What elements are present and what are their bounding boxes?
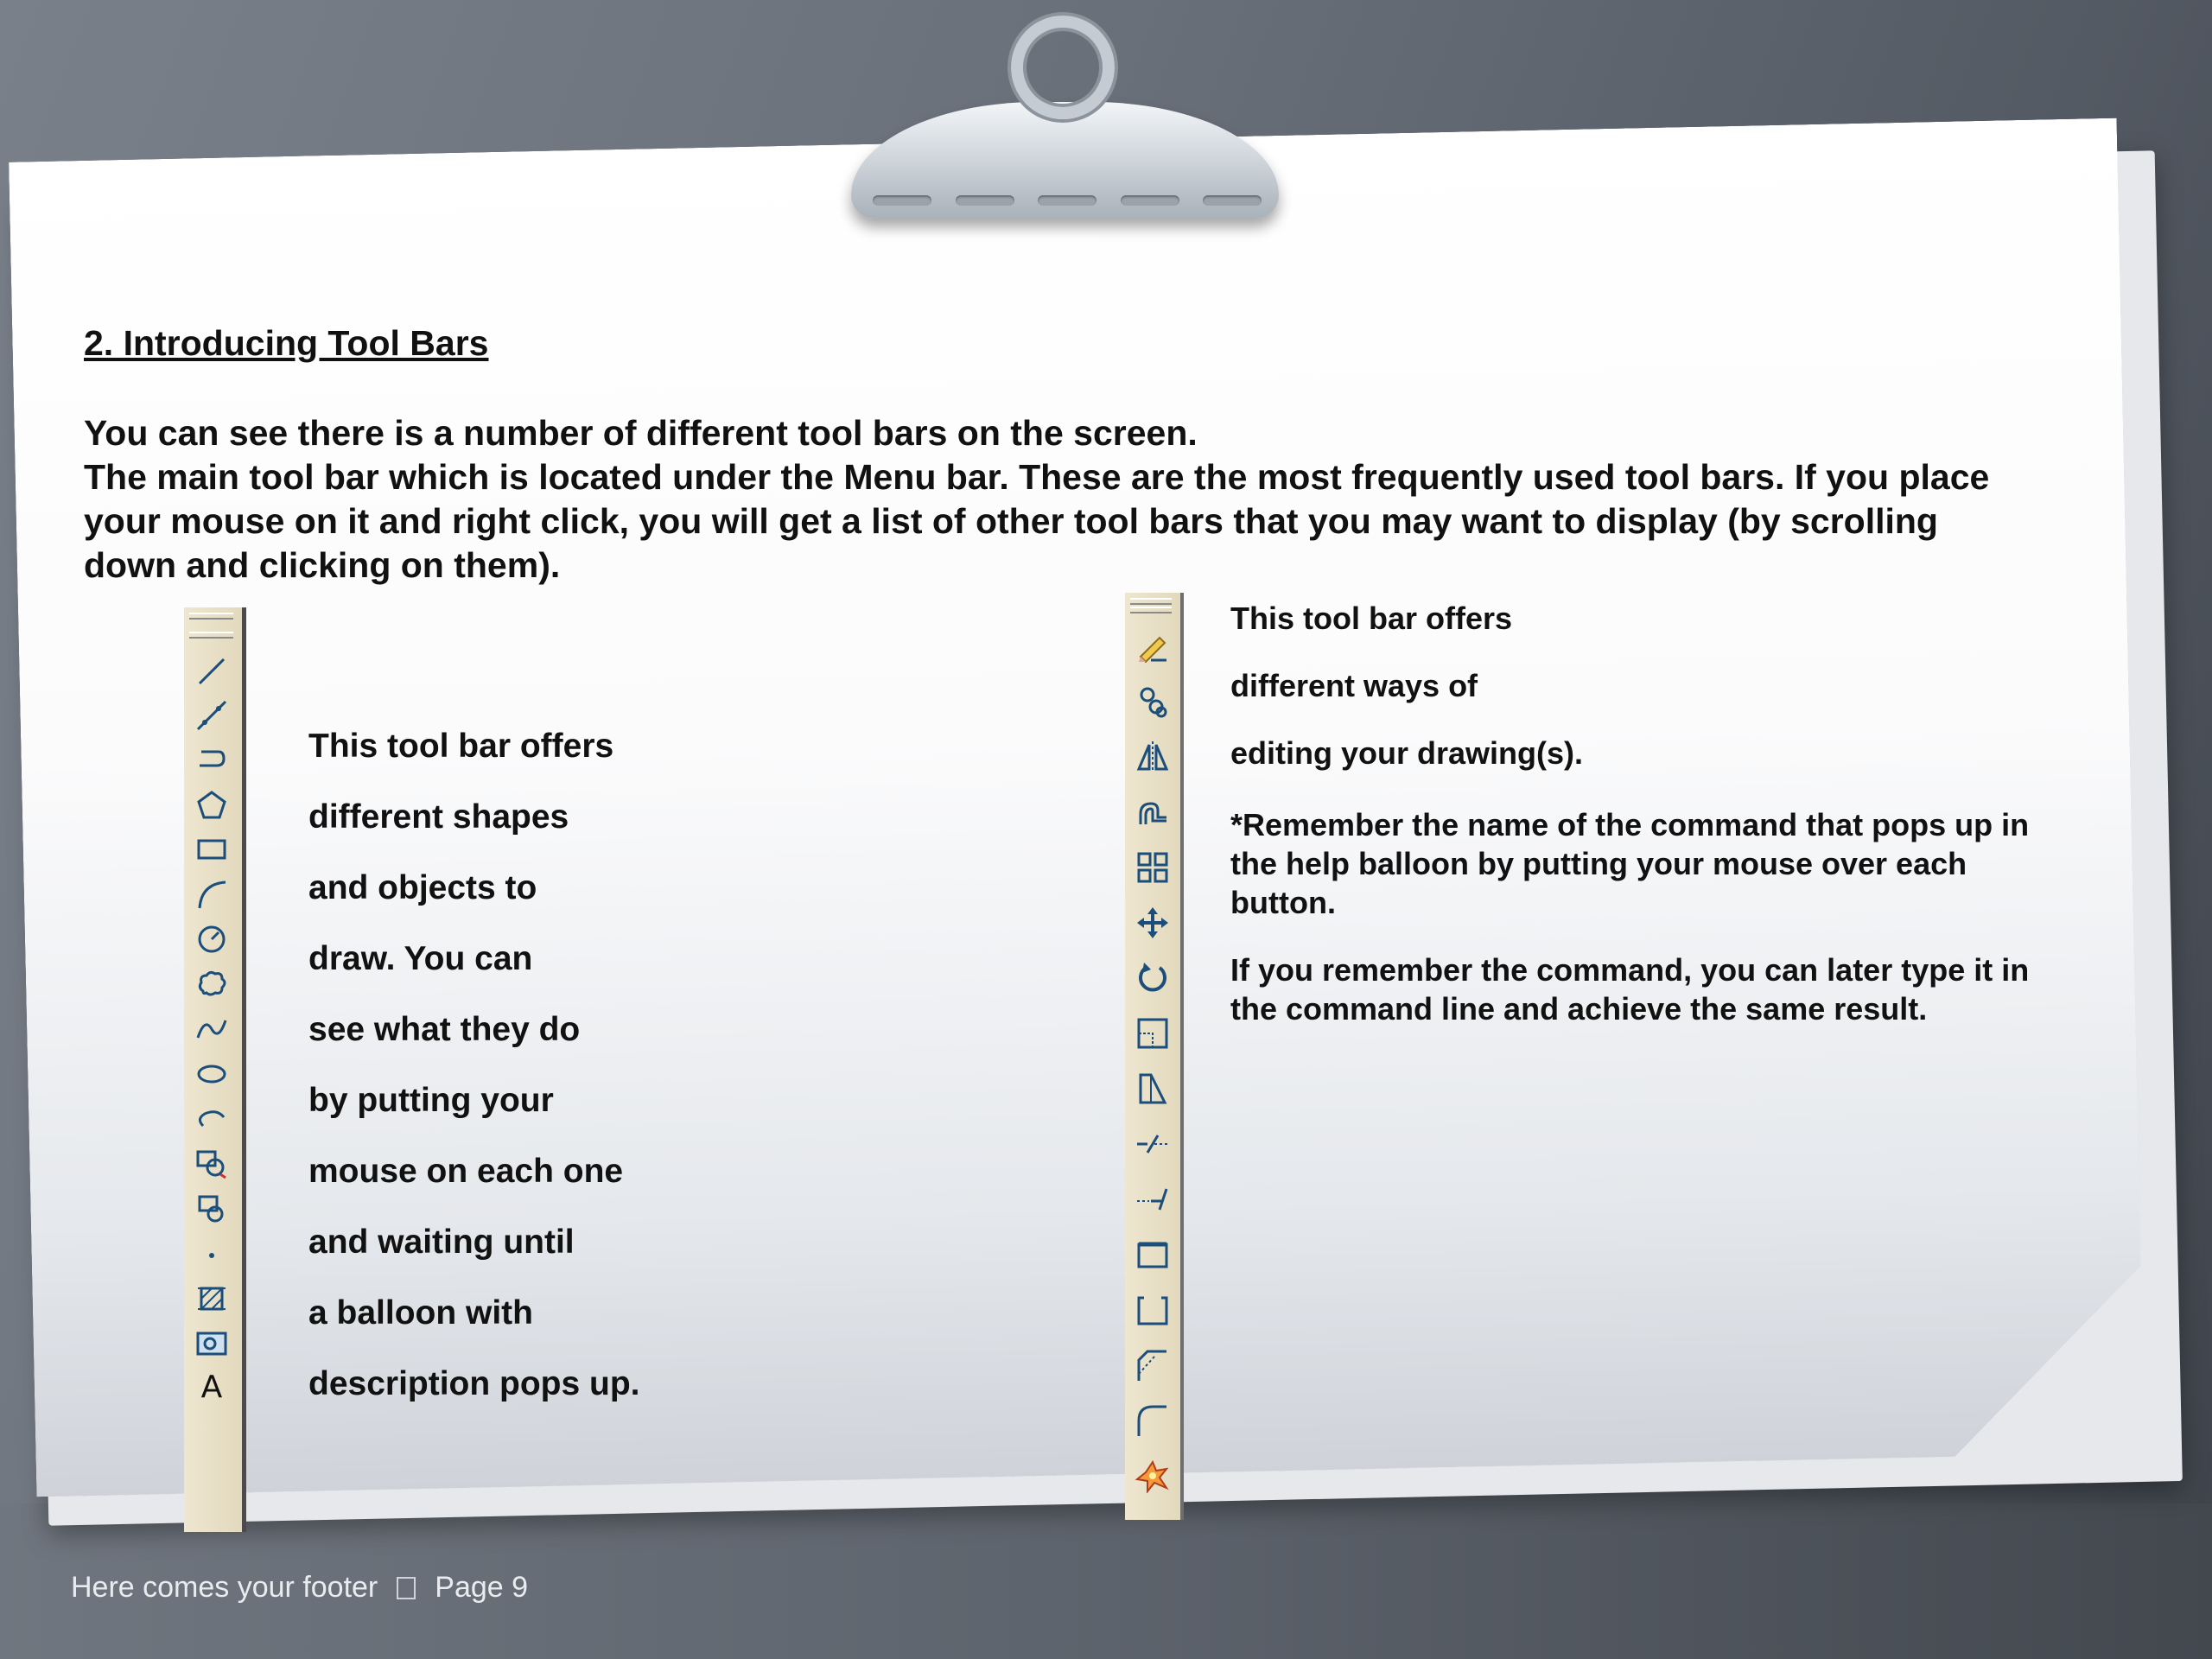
ellipse-icon[interactable] bbox=[189, 1055, 234, 1093]
revision-cloud-icon[interactable] bbox=[189, 965, 234, 1003]
intro-text bbox=[84, 411, 2011, 588]
offset-icon[interactable] bbox=[1130, 793, 1175, 831]
rectangle-icon[interactable] bbox=[189, 830, 234, 868]
description-line: This tool bar offers bbox=[308, 728, 614, 765]
draw-toolbar-description bbox=[308, 726, 640, 1434]
description-line: by putting your bbox=[308, 1082, 554, 1119]
draw-toolbar[interactable] bbox=[184, 607, 246, 1532]
erase-icon[interactable] bbox=[1130, 627, 1175, 665]
trim-icon[interactable] bbox=[1130, 1125, 1175, 1163]
fillet-icon[interactable] bbox=[1130, 1402, 1175, 1440]
description-line: different ways of bbox=[1230, 668, 1478, 703]
stretch-icon[interactable] bbox=[1130, 1070, 1175, 1108]
spline-icon[interactable] bbox=[189, 1010, 234, 1048]
toolbar-grip[interactable] bbox=[1130, 607, 1172, 613]
region-icon[interactable] bbox=[189, 1325, 234, 1363]
intro-line-2: The main tool bar which is located under the Menu bar. These are the most frequently used tool bars. If you place your mouse on it and right click, you will get a list of other tool bars that you may want to display (by scrolling down and clicking on them). bbox=[84, 457, 1990, 585]
description-line: This tool bar offers bbox=[1230, 601, 1513, 636]
page-title: 2. Introducing Tool Bars bbox=[84, 323, 489, 363]
extend-icon[interactable] bbox=[1130, 1180, 1175, 1218]
mirror-icon[interactable] bbox=[1130, 738, 1175, 776]
make-block-icon[interactable] bbox=[189, 1190, 234, 1228]
rotate-icon[interactable] bbox=[1130, 959, 1175, 997]
footer-separator-icon bbox=[397, 1577, 416, 1599]
line-icon[interactable] bbox=[189, 652, 234, 690]
insert-block-icon[interactable] bbox=[189, 1145, 234, 1183]
explode-icon[interactable] bbox=[1130, 1457, 1175, 1495]
chamfer-icon[interactable] bbox=[1130, 1346, 1175, 1384]
toolbar-grip[interactable] bbox=[189, 632, 233, 639]
arc-icon[interactable] bbox=[189, 875, 234, 913]
description-line: and waiting until bbox=[308, 1224, 575, 1261]
ellipse-arc-icon[interactable] bbox=[189, 1100, 234, 1138]
description-line: description pops up. bbox=[308, 1365, 640, 1402]
page-number: Page 9 bbox=[435, 1571, 529, 1604]
break-at-point-icon[interactable] bbox=[1130, 1236, 1175, 1274]
scale-icon[interactable] bbox=[1130, 1014, 1175, 1052]
polygon-icon[interactable] bbox=[189, 786, 234, 824]
toolbar-grip[interactable] bbox=[189, 613, 233, 620]
description-line: a balloon with bbox=[308, 1294, 533, 1332]
description-line: different shapes bbox=[308, 798, 569, 836]
description-line: draw. You can bbox=[308, 940, 533, 977]
text-icon[interactable]: A bbox=[200, 1369, 223, 1405]
hatch-icon[interactable] bbox=[189, 1280, 234, 1318]
modify-toolbar[interactable] bbox=[1125, 593, 1184, 1520]
move-icon[interactable] bbox=[1130, 904, 1175, 942]
construction-line-icon[interactable] bbox=[189, 696, 234, 734]
break-icon[interactable] bbox=[1130, 1291, 1175, 1329]
description-line: see what they do bbox=[308, 1011, 581, 1048]
description-line: and objects to bbox=[308, 869, 537, 906]
toolbar-grip[interactable] bbox=[1130, 598, 1172, 605]
description-line: mouse on each one bbox=[308, 1153, 624, 1190]
remember-note: *Remember the name of the command that pops up in the help balloon by putting your mouse over each button. bbox=[1230, 807, 2030, 920]
copy-icon[interactable] bbox=[1130, 683, 1175, 721]
modify-toolbar-description bbox=[1230, 600, 2077, 1057]
command-line-note: If you remember the command, you can later type it in the command line and achieve the same result. bbox=[1230, 952, 2030, 1027]
description-line: editing your drawing(s). bbox=[1230, 735, 1584, 771]
circle-icon[interactable] bbox=[189, 920, 234, 958]
footer-text: Here comes your footer bbox=[71, 1571, 378, 1604]
footer bbox=[71, 1571, 528, 1605]
point-icon[interactable] bbox=[189, 1235, 234, 1273]
polyline-icon[interactable] bbox=[189, 741, 234, 779]
array-icon[interactable] bbox=[1130, 849, 1175, 887]
intro-line-1: You can see there is a number of different tool bars on the screen. bbox=[84, 413, 1198, 453]
